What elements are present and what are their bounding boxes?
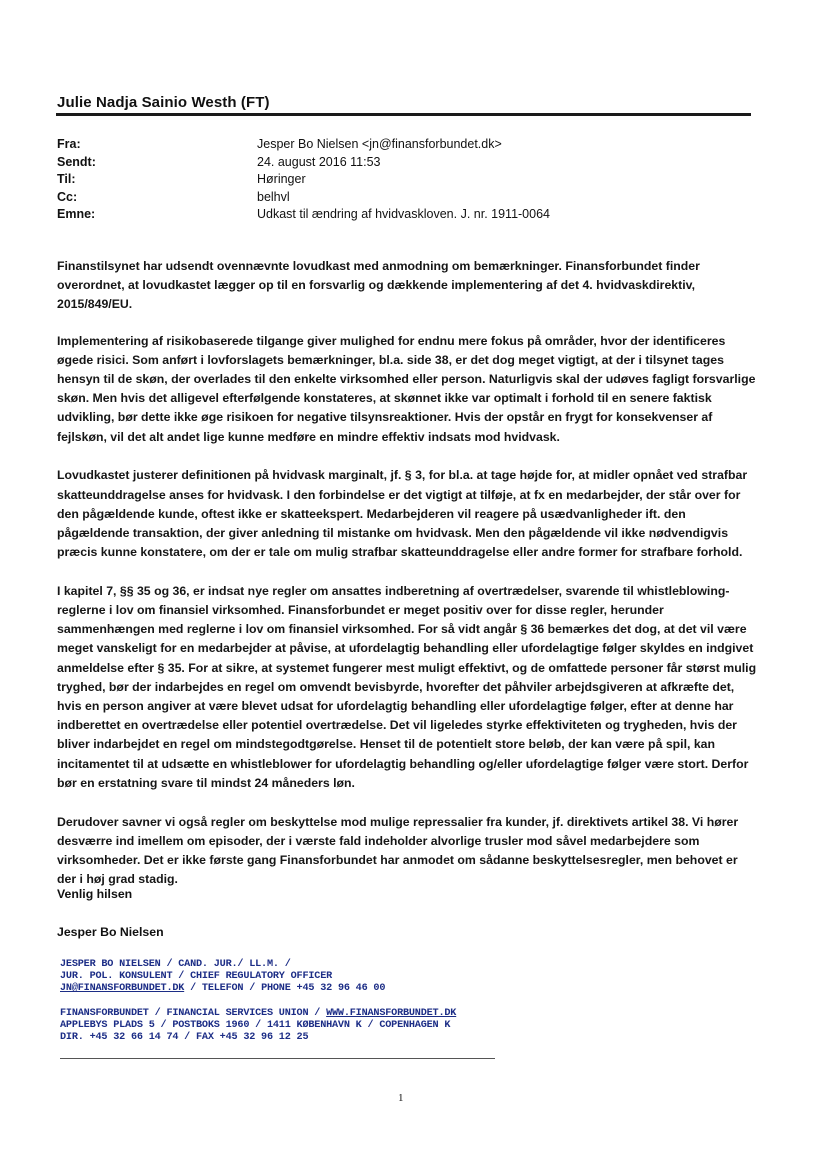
header-label: Fra: bbox=[57, 137, 81, 151]
body-paragraph: I kapitel 7, §§ 35 og 36, er indsat nye regler om ansattes indberetning af overtrædelser, svarende til whistleblowing-reglerne i lov om finansiel virksomhed. Finansforbundet er meget positiv over for disse regler, herunder sammenhængen med reglerne i lov om finansiel virksomhed. For så vidt angår § 36 bemærkes det dog, at det vil være meget vanskeligt for en medarbejder at påvise, at ufordelagtig behandling eller ufordelagtige følger skyldes en indgivet anmeldelse efter § 35. For at sikre, at systemet fungerer mest muligt effektivt, og de omfattede personer får størst mulig tryghed, bør der indarbejdes en regel om omvendt bevisbyrde, hvorefter det påhviler arbejdsgiveren at afkræfte det, hvis en person angiver at være blevet udsat for ufordelagtig behandling eller ufordelagtige følger, efter at denne har indberettet en overtrædelse eller potentiel overtrædelse. Det vil ligeledes styrke effektiviteten og trygheden, hvis der bliver indarbejdet en regel om mindstegodtgørelse. Henset til de potentielt store beløb, der kan være på spil, kan incitamentet til at udsætte en whistleblower for ufordelagtig behandling og/eller ufordelagtige følger være stort. Derfor bør en erstatning svare til mindst 24 måneders løn. bbox=[57, 583, 757, 790]
header-label: Cc: bbox=[57, 189, 78, 204]
header-value-cc: belhvl bbox=[257, 189, 290, 204]
page-number: 1 bbox=[398, 1092, 404, 1104]
header-value-sent: 24. august 2016 11:53 bbox=[257, 154, 381, 169]
footer-rule bbox=[60, 1058, 495, 1059]
closing-greeting: Venlig hilsen bbox=[57, 887, 133, 901]
body-paragraph: Finanstilsynet har udsendt ovennævnte lovudkast med anmodning om bemærkninger. Finansforbundet finder overordnet, at lovudkastet lægger op til en forsvarlig og dækkende implementering af det 4. hvidvaskdirektiv, 2015/849/EU. bbox=[57, 259, 700, 312]
header-row-cc bbox=[57, 189, 550, 207]
header-row-sent bbox=[57, 154, 550, 172]
header-value-to: Høringer bbox=[257, 172, 306, 186]
header-label: Emne: bbox=[57, 207, 96, 221]
header-row-subject bbox=[57, 206, 550, 224]
header-row-from bbox=[57, 136, 550, 154]
header-value-from: Jesper Bo Nielsen <jn@finansforbundet.dk> bbox=[257, 137, 502, 151]
org-text: FINANSFORBUNDET / FINANCIAL SERVICES UNION / bbox=[60, 1008, 327, 1019]
body-paragraph: Lovudkastet justerer definitionen på hvidvask marginalt, jf. § 3, for bl.a. at tage højde for, at midler opnået ved strafbar skatteunddragelse anses for hvidvask. I den forbindelse er det vigtigt at tilføje, at fx en medarbejder, der står over for den pågældende kunde, oftest ikke er skatteekspert. Medarbejderen vil reagere på usædvanligheder ift. den pågældende transaktion, der giver anledning til mistanke om hvidvask. Men den pågældende vil ikke nødvendigvis præcis kunne konstatere, om der er tale om mulig strafbar skatteunddragelse eller andre former for strafbare forhold. bbox=[57, 468, 748, 560]
mailbox-owner-name: Julie Nadja Sainio Westh (FT) bbox=[57, 94, 270, 111]
header-row-to bbox=[57, 171, 550, 189]
website-link[interactable]: WWW.FINANSFORBUNDET.DK bbox=[326, 1008, 457, 1019]
header-label: Til: bbox=[57, 172, 76, 186]
signature-line: JUR. POL. KONSULENT / CHIEF REGULATORY OFFICER bbox=[60, 971, 333, 983]
email-link[interactable]: JN@FINANSFORBUNDET.DK bbox=[60, 983, 185, 995]
email-header bbox=[57, 136, 550, 224]
body-paragraph: Derudover savner vi også regler om beskyttelse mod mulige repressalier fra kunder, jf. direktivets artikel 38. Vi hører desværre ind imellem om episoder, der i værste fald indeholder alvorlige trusler mod såvel medarbejdere som virksomheder. Det er ikke første gang Finansforbundet har anmodet om sådanne beskyttelsesregler, men behovet er der i høj grad stadig. bbox=[57, 814, 739, 887]
header-rule bbox=[56, 113, 751, 116]
header-label: Sendt: bbox=[57, 154, 96, 169]
signature-line: APPLEBYS PLADS 5 / POSTBOKS 1960 / 1411 KØBENHAVN K / COPENHAGEN K bbox=[60, 1020, 451, 1032]
closing-name: Jesper Bo Nielsen bbox=[57, 925, 164, 939]
email-body bbox=[57, 257, 757, 909]
phone-text: / TELEFON / PHONE +45 32 96 46 00 bbox=[184, 983, 386, 995]
signature-line: DIR. +45 32 66 14 74 / FAX +45 32 96 12 25 bbox=[60, 1032, 309, 1044]
body-paragraph: Implementering af risikobaserede tilgange giver mulighed for endnu mere fokus på områder, hvor der identificeres øgede risici. Som anført i lovforslagets bemærkninger, bl.a. side 38, er det dog meget vigtigt, at der i tilsynet tages hensyn til de skøn, der overlades til den enkelte virksomhed eller person. Naturligvis skal der udøves fagligt forsvarlige skøn. Men hvis det alligevel efterfølgende konstateres, at skønnet ikke var optimalt i forhold til en senere faktisk udvikling, bør dette ikke øge risikoen for negative tilsynsreaktioner. Hvis der opstår en frygt for konsekvenser af fejlskøn, vil det alt andet lige kunne medføre en mindre effektiv indsats mod hvidvask. bbox=[57, 333, 756, 444]
signature-contact-line bbox=[60, 983, 385, 995]
signature-block-personal bbox=[60, 959, 385, 996]
signature-org-line bbox=[60, 1008, 456, 1020]
signature-line: JESPER BO NIELSEN / CAND. JUR./ LL.M. / bbox=[60, 959, 291, 970]
signature-block-organisation bbox=[60, 1008, 456, 1045]
header-value-subject: Udkast til ændring af hvidvaskloven. J. nr. 1911-0064 bbox=[257, 207, 550, 221]
